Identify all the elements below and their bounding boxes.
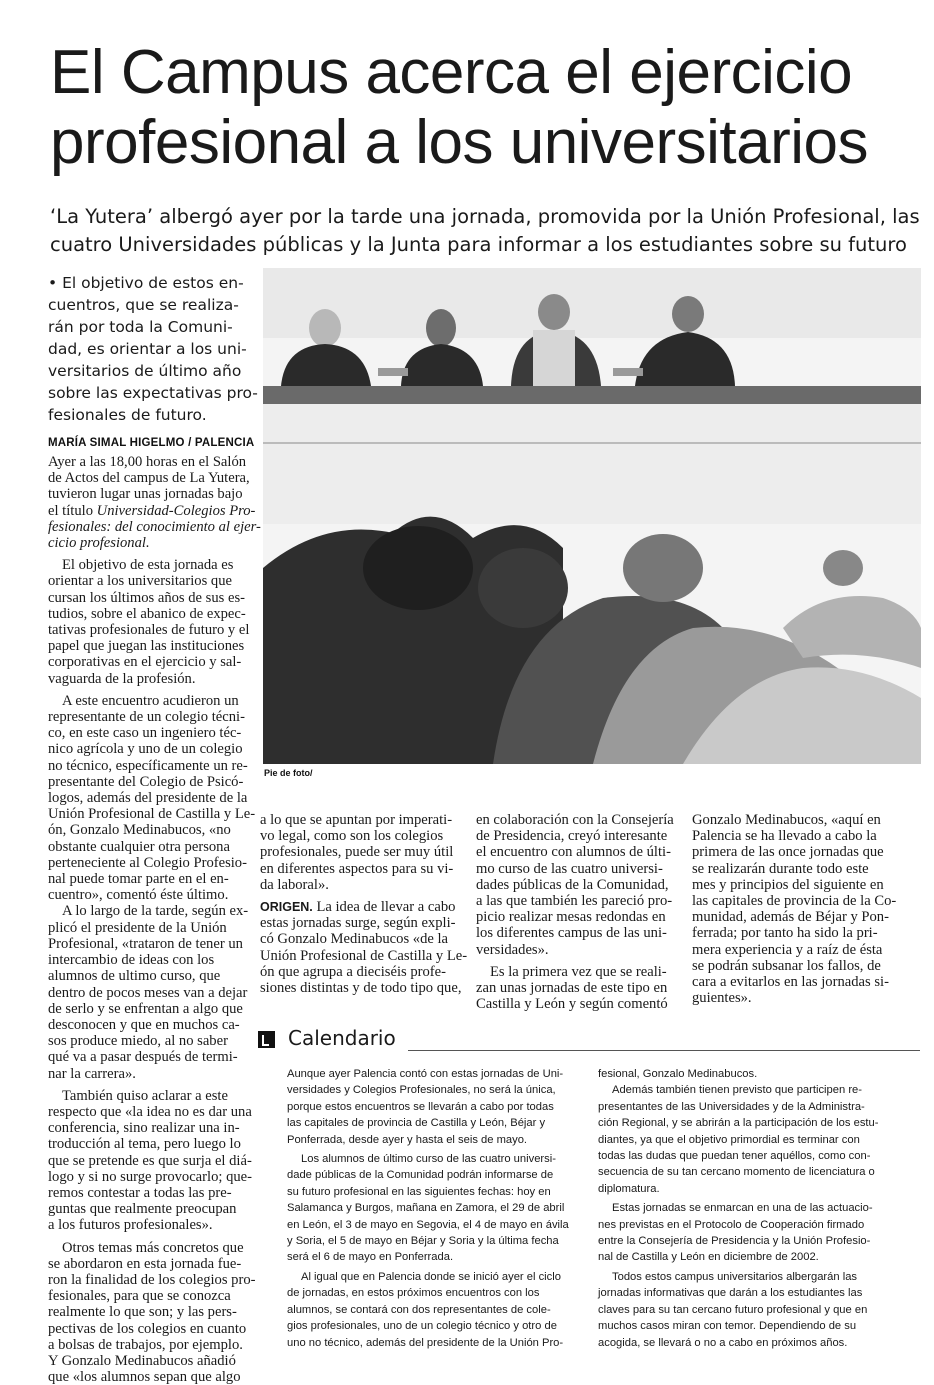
text-line: dades públicas de la Comunidad, bbox=[476, 876, 669, 893]
text-line: có Gonzalo Medinabucos «de la bbox=[260, 931, 449, 948]
subheadline-line-1: ‘La Yutera’ albergó ayer por la tarde una jornada, promovida por la Unión Profesional, las bbox=[50, 205, 920, 228]
lede-summary bbox=[48, 272, 258, 426]
lede-line: • El objetivo de estos en- bbox=[48, 274, 244, 292]
text-line: de jornadas, en estos próximos encuentros con los bbox=[287, 1287, 540, 1300]
text-line: Y Gonzalo Medinabucos añadió bbox=[48, 1352, 236, 1369]
text-line: cuentro», comentó éste último. bbox=[48, 887, 229, 904]
text-span: el título bbox=[48, 502, 97, 519]
text-line: a las que también les pareció pro- bbox=[476, 893, 673, 910]
text-line: alumnos de ultimo curso, que bbox=[48, 968, 221, 985]
text-line: vaguarda de la profesión. bbox=[48, 670, 196, 687]
lede-line: versitarios de último año bbox=[48, 362, 242, 380]
photo-illustration bbox=[263, 268, 921, 764]
text-line: troducción al tema, pero luego lo bbox=[48, 1136, 241, 1153]
text-line: guientes». bbox=[692, 990, 752, 1007]
article-column-2 bbox=[260, 812, 468, 997]
text-line: respecto que «la idea no es dar una bbox=[48, 1103, 252, 1120]
text-line bbox=[48, 502, 256, 519]
text-line: ción Regional, y se abrirán a la participación de los estu- bbox=[598, 1117, 879, 1130]
text-line: se podrán subsanar los fallos, de bbox=[692, 957, 881, 974]
text-line: se realizarán durante todo este bbox=[692, 860, 869, 877]
text-line: muchos casos miran con temor. Dependiendo de su bbox=[598, 1320, 857, 1333]
text-line: claves para su tan cercano futuro profesional y que en bbox=[598, 1303, 868, 1316]
text-line: diantes, ya que el objetivo primordial es terminar con bbox=[598, 1133, 860, 1146]
text-line: alumnos, se contará con dos representantes de cole- bbox=[287, 1303, 551, 1316]
text-line: y Soria, el 5 de mayo en Béjar y Soria y la última fecha bbox=[287, 1235, 559, 1248]
text-line: en León, el 3 de mayo en Segovia, el 4 de mayo en ávila bbox=[287, 1218, 569, 1231]
text-line: conferencia, sino realizar una in- bbox=[48, 1120, 240, 1137]
text-line: versidades y Colegios Profesionales, no será la única, bbox=[287, 1084, 556, 1097]
text-line: nes previstas en el Protocolo de Cooperación firmado bbox=[598, 1218, 865, 1231]
text-line: de Presidencia, creyó interesante bbox=[476, 828, 668, 845]
text-line: dentro de pocos meses van a dejar bbox=[48, 984, 248, 1001]
text-line: nar la carrera». bbox=[48, 1065, 136, 1082]
text-line: las capitales de provincia de la Co- bbox=[692, 893, 897, 910]
lede-line: rán por toda la Comuni- bbox=[48, 318, 233, 336]
text-line: primera de las once jornadas que bbox=[692, 844, 884, 861]
text-line: siones distintas y de todo tipo que, bbox=[260, 980, 462, 997]
article-column-4 bbox=[692, 812, 902, 1006]
text-line: porque estos encuentros se llevarán a cabo por todas bbox=[287, 1100, 554, 1113]
text-line: será el 6 de mayo en Ponferrada. bbox=[287, 1251, 454, 1264]
text-line: desconocen y que en muchos ca- bbox=[48, 1016, 240, 1033]
event-title-italic: fesionales: del conocimiento al ejer- bbox=[48, 518, 261, 535]
text-line: A lo largo de la tarde, según ex- bbox=[62, 903, 249, 920]
article-column-1 bbox=[48, 454, 261, 1385]
calendario-column-left bbox=[287, 1066, 592, 1351]
text-line: picio realizar mesas redondas en bbox=[476, 909, 666, 926]
text-line: sos produce miedo, al no saber bbox=[48, 1033, 228, 1050]
text-line: tudios, sobre el abanico de expec- bbox=[48, 605, 246, 622]
text-line: papel que juegan las instituciones bbox=[48, 638, 245, 655]
text-line: a los futuros profesionales». bbox=[48, 1217, 213, 1234]
text-line: mes y principios del siguiente en bbox=[692, 876, 884, 893]
subheadline-line-2: cuatro Universidades públicas y la Junta para informar a los estudiantes sobre su futuro bbox=[50, 233, 907, 256]
text-line: diplomatura. bbox=[598, 1182, 660, 1195]
article-column-3 bbox=[476, 812, 681, 1012]
text-line: intercambio de ideas con los bbox=[48, 952, 215, 969]
photo-caption: Pie de foto/ bbox=[264, 768, 313, 778]
text-line: versidades». bbox=[476, 941, 549, 958]
text-line: los diferentes campus de las uni- bbox=[476, 925, 667, 942]
calendario-column-right bbox=[598, 1066, 898, 1351]
text-line: fesionales, para que se conozca bbox=[48, 1288, 231, 1305]
text-line: nal de Castilla y León en diciembre de 2002. bbox=[598, 1251, 819, 1264]
text-line: co, en este caso un ingeniero téc- bbox=[48, 725, 242, 742]
section-lead-label: ORIGEN. bbox=[260, 900, 313, 915]
text-line: representante de un colegio técni- bbox=[48, 709, 245, 726]
text-line: cara a evitarlos en las jornadas si- bbox=[692, 974, 889, 991]
text-line: profesionales, puede ser muy útil bbox=[260, 844, 454, 861]
text-line: estas jornadas surge, según expli- bbox=[260, 915, 456, 932]
text-line: a lo que se apuntan por imperati- bbox=[260, 812, 453, 828]
lede-line: cuentros, que se realiza- bbox=[48, 296, 239, 314]
text-line: las capitales de provincia de Castilla y León, Béjar y bbox=[287, 1117, 546, 1130]
event-title-italic: cicio profesional. bbox=[48, 535, 150, 552]
text-line: el encuentro con alumnos de últi- bbox=[476, 844, 671, 861]
text-line: nal puede tomar parte en el en- bbox=[48, 871, 229, 888]
calendario-title: Calendario bbox=[288, 1026, 396, 1050]
text-line: perteneciente al Colegio Profesio- bbox=[48, 854, 247, 871]
text-line: Los alumnos de último curso de las cuatro universi- bbox=[301, 1153, 556, 1166]
text-line: corporativas en el ejercicio y sal- bbox=[48, 654, 242, 671]
calendario-header bbox=[258, 1028, 920, 1052]
text-line: obstante cualquier otra persona bbox=[48, 838, 230, 855]
text-line: acogida, se llevará o no a cabo en próximos años. bbox=[598, 1336, 848, 1349]
text-line: vo legal, como son los colegios bbox=[260, 828, 444, 845]
text-line: tuvieron lugar unas jornadas bajo bbox=[48, 486, 243, 503]
text-line: El objetivo de esta jornada es bbox=[62, 557, 234, 574]
text-line: ón, Gonzalo Medinabucos, «no bbox=[48, 822, 231, 839]
headline-line-1: El Campus acerca el ejercicio bbox=[50, 38, 853, 107]
text-line: da laboral». bbox=[260, 876, 329, 893]
text-line: no técnico, específicamente un re- bbox=[48, 757, 248, 774]
text-line: plicó el presidente de la Unión bbox=[48, 919, 227, 936]
text-line: Ponferrada, desde ayer y hasta el seis de mayo. bbox=[287, 1133, 528, 1146]
text-line: Es la primera vez que se reali- bbox=[490, 963, 667, 980]
text-line: pectivas de los colegios en cuanto bbox=[48, 1320, 247, 1337]
text-line: de Actos del campus de La Yutera, bbox=[48, 470, 250, 487]
text-line: gios profesionales, uno de un colegio técnico y otro de bbox=[287, 1320, 557, 1333]
text-line: Profesional, «trataron de tener un bbox=[48, 935, 243, 952]
text-line: logos, además del presidente de la bbox=[48, 790, 248, 807]
divider bbox=[408, 1050, 920, 1051]
text-line: Castilla y León y según comentó bbox=[476, 996, 668, 1013]
text-line: ón que agrupa a dieciséis profe- bbox=[260, 963, 446, 980]
text-line: zan unas jornadas de este tipo en bbox=[476, 980, 668, 997]
text-line: de serlo y se enfrentan a algo que bbox=[48, 1000, 243, 1017]
text-line: mo curso de las cuatro universi- bbox=[476, 860, 663, 877]
text-line: Salamanca y Burgos, mañana en Zamora, el 29 de abril bbox=[287, 1202, 565, 1215]
headline-line-2: profesional a los universitarios bbox=[50, 108, 868, 177]
section-marker-icon bbox=[258, 1031, 275, 1048]
text-line: Otros temas más concretos que bbox=[62, 1239, 244, 1256]
text-line: uno no técnico, además del presidente de la Unión Pro- bbox=[287, 1336, 564, 1349]
text-line: se abordaron en esta jornada fue- bbox=[48, 1255, 242, 1272]
text-line: que «los alumnos sepan que algo bbox=[48, 1369, 241, 1385]
text-line: secuencia de su tan cercano momento de licenciatura o bbox=[598, 1166, 875, 1179]
text-line: fesional, Gonzalo Medinabucos. bbox=[598, 1068, 758, 1080]
text-line: realmente lo que son; y las pers- bbox=[48, 1304, 237, 1321]
text-line: su futuro profesional en las siguientes fechas: hoy en bbox=[287, 1185, 551, 1198]
text-line: remos contestar a todas las pre- bbox=[48, 1184, 232, 1201]
text-line: en diferentes aspectos para su vi- bbox=[260, 860, 454, 877]
text-line: en colaboración con la Consejería bbox=[476, 812, 674, 828]
text-line: A este encuentro acudieron un bbox=[62, 692, 239, 709]
text-line: Ayer a las 18,00 horas en el Salón bbox=[48, 454, 247, 470]
text-line: Aunque ayer Palencia contó con estas jornadas de Uni- bbox=[287, 1068, 564, 1080]
text-line: presentantes de las Universidades y de la Administra- bbox=[598, 1100, 865, 1113]
text-line: munidad, además de Béjar y Pon- bbox=[692, 909, 889, 926]
text-line: tativas profesionales de futuro y el bbox=[48, 622, 250, 639]
text-line: nico agrícola y uno de un colegio bbox=[48, 741, 243, 758]
text-line: todas las dudas que puedan tener aquéllos, como con- bbox=[598, 1150, 871, 1163]
text-line: También quiso aclarar a este bbox=[62, 1087, 228, 1104]
text-line: Además también tienen previsto que participen re- bbox=[612, 1084, 862, 1097]
text-line: que se pretende es que surja el diá- bbox=[48, 1152, 252, 1169]
text-line: dade públicas de la Comunidad podrán informarse de bbox=[287, 1169, 554, 1182]
text-line: entre la Consejería de Presidencia y la Unión Profesio- bbox=[598, 1235, 871, 1248]
text-line: Estas jornadas se enmarcan en una de las actuacio- bbox=[612, 1202, 873, 1215]
text-span: La idea de llevar a cabo bbox=[312, 899, 456, 916]
text-line: Al igual que en Palencia donde se inició ayer el ciclo bbox=[301, 1270, 561, 1283]
text-line bbox=[260, 899, 460, 915]
text-line: Unión Profesional de Castilla y Le- bbox=[48, 806, 256, 823]
text-line: Todos estos campus universitarios albergarán las bbox=[612, 1270, 858, 1283]
text-line: Gonzalo Medinabucos, «aquí en bbox=[692, 812, 881, 828]
text-line: cursan los últimos años de sus es- bbox=[48, 589, 245, 606]
lede-line: fesionales de futuro. bbox=[48, 406, 207, 424]
text-line: orientar a los universitarios que bbox=[48, 573, 232, 590]
headline bbox=[50, 38, 910, 178]
text-line: mera experiencia y a raíz de ésta bbox=[692, 941, 883, 958]
news-photo bbox=[263, 268, 921, 764]
text-line: jornadas informativas que darán a los estudiantes las bbox=[598, 1287, 863, 1300]
event-title-italic: Universidad-Colegios Pro- bbox=[96, 502, 256, 519]
lede-line: dad, es orientar a los uni- bbox=[48, 340, 247, 358]
text-line: a bolsas de trabajos, por ejemplo. bbox=[48, 1336, 243, 1353]
text-line: presentante del Colegio de Psicó- bbox=[48, 773, 244, 790]
byline: MARÍA SIMAL HIGELMO / PALENCIA bbox=[48, 437, 255, 449]
subheadline bbox=[50, 203, 920, 259]
text-line: Palencia se ha llevado a cabo la bbox=[692, 828, 877, 845]
text-line: logo y si no surge provocarlo; que- bbox=[48, 1168, 253, 1185]
text-line: Unión Profesional de Castilla y Le- bbox=[260, 947, 468, 964]
lede-line: sobre las expectativas pro- bbox=[48, 384, 258, 402]
text-line: ron la finalidad de los colegios pro- bbox=[48, 1271, 256, 1288]
text-line: qué va a pasar después de termi- bbox=[48, 1049, 238, 1066]
text-line: ferrada; por tanto ha sido la pri- bbox=[692, 925, 878, 942]
text-line: guntas que realmente preocupan bbox=[48, 1201, 237, 1218]
